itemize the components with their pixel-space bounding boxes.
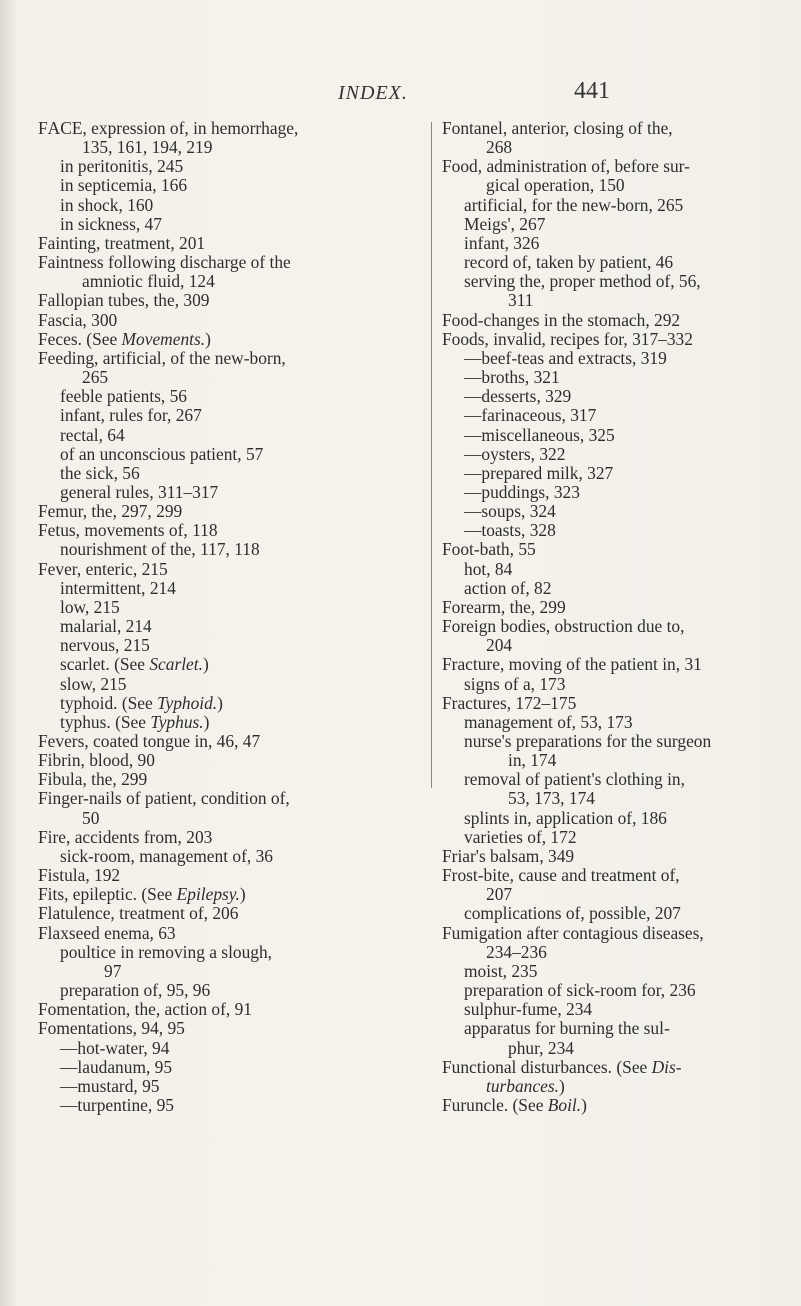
entry-text: complications of, possible, 207 (464, 903, 681, 924)
entry-text: action of, 82 (464, 577, 552, 598)
index-entry (38, 234, 424, 253)
entry-text: —soups, 324 (464, 501, 556, 522)
index-subentry (442, 426, 798, 445)
index-subentry (38, 675, 424, 694)
index-entry (38, 904, 424, 923)
index-entry (38, 119, 424, 157)
index-entry (38, 502, 424, 521)
entry-text: Fetus, movements of, 118 (38, 520, 218, 541)
entry-text: serving the, proper method of, 56, (464, 271, 701, 292)
index-subentry (38, 540, 424, 559)
index-subentry (442, 387, 798, 406)
column-divider (431, 122, 432, 788)
index-entry (442, 1058, 798, 1096)
entry-text: Forearm, the, 299 (442, 596, 566, 617)
entry-text: —hot-water, 94 (60, 1037, 170, 1058)
entry-text: Fits, epileptic. (See (38, 884, 177, 905)
entry-text-end: ) (217, 692, 223, 713)
entry-text: typhus. (See (60, 711, 151, 732)
index-subentry (442, 368, 798, 387)
index-entry (38, 924, 424, 943)
entry-text: Fever, enteric, 215 (38, 558, 168, 579)
index-subentry (38, 943, 424, 981)
entry-continuation: 53, 173, 174 (508, 788, 595, 809)
index-subentry (442, 196, 798, 215)
entry-italic-ref: turbances. (486, 1075, 559, 1096)
entry-text-end: ) (203, 711, 210, 732)
index-entry (442, 598, 798, 617)
entry-text: —farinaceous, 317 (464, 405, 597, 426)
entry-text: rectal, 64 (60, 424, 125, 445)
entry-text: Fracture, moving of the patient in, 31 (442, 654, 702, 675)
entry-text: splints in, application of, 186 (464, 807, 667, 828)
entry-text: , expression of, in hemorrhage, (82, 118, 299, 138)
page-number: 441 (574, 78, 610, 104)
entry-text: Fibrin, blood, 90 (38, 750, 155, 771)
entry-text-end: ) (558, 1075, 565, 1096)
index-entry (38, 311, 424, 330)
index-subentry (442, 962, 798, 981)
index-subentry (442, 828, 798, 847)
index-subentry (38, 579, 424, 598)
index-entry (38, 1019, 424, 1038)
index-subentry (38, 694, 424, 713)
index-entry (38, 521, 424, 540)
entry-continuation (464, 1077, 798, 1096)
index-subentry (442, 234, 798, 253)
index-subentry (38, 406, 424, 425)
entry-text: Femur, the, 297, 299 (38, 501, 183, 522)
entry-text: varieties of, 172 (464, 826, 577, 847)
entry-text: Foreign bodies, obstruction due to, (442, 616, 685, 637)
entry-text-end: ) (205, 328, 211, 349)
index-entry (38, 828, 424, 847)
index-entry (38, 330, 424, 349)
entry-text: poultice in removing a slough, (60, 941, 273, 962)
entry-text: infant, rules for, 267 (60, 405, 202, 426)
index-entry (38, 732, 424, 751)
entry-italic-ref: Dis- (651, 1056, 682, 1077)
entry-text: preparation of, 95, 96 (60, 980, 211, 1001)
index-subentry (442, 904, 798, 923)
entry-text: in shock, 160 (60, 194, 154, 215)
entry-text: —desserts, 329 (464, 386, 572, 407)
entry-text: in septicemia, 166 (60, 175, 188, 196)
entry-text: —mustard, 95 (60, 1075, 160, 1096)
entry-text: sick-room, management of, 36 (60, 845, 273, 866)
index-entry (38, 253, 424, 291)
entry-text: Fire, accidents from, 203 (38, 826, 213, 847)
index-subentry (38, 483, 424, 502)
entry-italic-ref: Epilepsy. (176, 884, 240, 905)
index-entry (442, 694, 798, 713)
entry-text: Foot-bath, 55 (442, 539, 536, 560)
index-entry (38, 885, 424, 904)
index-entry (442, 540, 798, 559)
index-subentry (442, 502, 798, 521)
entry-text: nervous, 215 (60, 635, 150, 656)
entry-text: Fumigation after contagious diseases, (442, 922, 704, 943)
entry-text: typhoid. (See (60, 692, 158, 713)
index-subentry (442, 809, 798, 828)
entry-text: —oysters, 322 (464, 443, 566, 464)
entry-text: intermittent, 214 (60, 577, 176, 598)
index-entry (442, 157, 798, 195)
index-subentry (38, 215, 424, 234)
entry-text: Functional disturbances. (See (442, 1056, 652, 1077)
index-column-left (38, 119, 424, 1115)
entry-text: Fomentations, 94, 95 (38, 1018, 185, 1039)
index-entry (38, 751, 424, 770)
entry-text: —laudanum, 95 (60, 1056, 173, 1077)
entry-text: Fomentation, the, action of, 91 (38, 999, 252, 1020)
entry-text: Fontanel, anterior, closing of the, (442, 118, 673, 138)
entry-italic-ref: Typhus. (150, 711, 204, 732)
entry-text: management of, 53, 173 (464, 711, 633, 732)
entry-text: of an unconscious patient, 57 (60, 443, 264, 464)
entry-text: Flatulence, treatment of, 206 (38, 903, 239, 924)
index-subentry (38, 1058, 424, 1077)
entry-text: Feeding, artificial, of the new-born, (38, 347, 286, 368)
entry-text: Fallopian tubes, the, 309 (38, 290, 210, 311)
entry-text: the sick, 56 (60, 462, 140, 483)
index-entry (38, 866, 424, 885)
index-subentry (38, 655, 424, 674)
index-subentry (38, 617, 424, 636)
index-entry (38, 770, 424, 789)
entry-text: —prepared milk, 327 (464, 462, 614, 483)
entry-text: Food, administration of, before sur- (442, 156, 690, 177)
entry-text: nourishment of the, 117, 118 (60, 539, 260, 560)
index-entry (442, 655, 798, 674)
entry-text: —toasts, 328 (464, 520, 556, 541)
index-subentry (442, 406, 798, 425)
index-column-right (442, 119, 798, 1115)
index-entry (442, 119, 798, 157)
entry-text: Foods, invalid, recipes for, 317–332 (442, 328, 693, 349)
entry-text: apparatus for burning the sul- (464, 1018, 670, 1039)
entry-text: Friar's balsam, 349 (442, 845, 575, 866)
entry-text: slow, 215 (60, 673, 127, 694)
index-subentry (442, 560, 798, 579)
entry-initial: F (38, 118, 48, 138)
entry-text: low, 215 (60, 596, 120, 617)
index-entry (442, 1096, 798, 1115)
index-subentry (38, 1096, 424, 1115)
index-subentry (442, 464, 798, 483)
entry-italic-ref: Scarlet. (149, 654, 203, 675)
page-edge-shadow (0, 0, 18, 1306)
entry-text: in peritonitis, 245 (60, 156, 184, 177)
entry-continuation: 50 (82, 807, 100, 828)
entry-continuation: 204 (486, 635, 513, 656)
entry-text: Fascia, 300 (38, 309, 118, 330)
entry-text-end: ) (581, 1094, 587, 1115)
index-subentry (38, 636, 424, 655)
running-title: INDEX. (338, 82, 408, 104)
page-header (0, 76, 801, 108)
entry-continuation: 97 (104, 960, 122, 981)
entry-text: hot, 84 (464, 558, 513, 579)
index-subentry (38, 713, 424, 732)
entry-continuation: phur, 234 (508, 1037, 574, 1058)
entry-text: general rules, 311–317 (60, 481, 219, 502)
index-entry (442, 847, 798, 866)
index-subentry (442, 521, 798, 540)
entry-text: in sickness, 47 (60, 213, 162, 234)
index-subentry (442, 445, 798, 464)
entry-text: Fistula, 192 (38, 865, 121, 886)
entry-text: artificial, for the new-born, 265 (464, 194, 684, 215)
index-subentry (442, 732, 798, 770)
entry-text: feeble patients, 56 (60, 386, 187, 407)
entry-text: preparation of sick-room for, 236 (464, 980, 696, 1001)
entry-text: —puddings, 323 (464, 481, 580, 502)
entry-continuation: 265 (82, 367, 109, 388)
index-subentry (442, 253, 798, 272)
entry-text: infant, 326 (464, 232, 540, 253)
index-entry (38, 291, 424, 310)
index-subentry (442, 215, 798, 234)
index-subentry (38, 426, 424, 445)
entry-continuation: 135, 161, 194, 219 (82, 137, 213, 158)
entry-text: Furuncle. (See (442, 1094, 548, 1115)
entry-text: Food-changes in the stomach, 292 (442, 309, 681, 330)
entry-text: signs of a, 173 (464, 673, 566, 694)
entry-continuation: amniotic fluid, 124 (82, 271, 215, 292)
index-subentry (38, 981, 424, 1000)
index-subentry (38, 598, 424, 617)
index-entry (38, 560, 424, 579)
entry-text: —beef-teas and extracts, 319 (464, 347, 667, 368)
entry-continuation: 268 (486, 137, 513, 158)
entry-text: —broths, 321 (464, 367, 560, 388)
index-subentry (442, 579, 798, 598)
entry-text: sulphur-fume, 234 (464, 999, 593, 1020)
entry-text: record of, taken by patient, 46 (464, 252, 674, 273)
index-subentry (442, 770, 798, 808)
index-subentry (442, 981, 798, 1000)
index-subentry (442, 675, 798, 694)
index-subentry (38, 1077, 424, 1096)
entry-text: Meigs', 267 (464, 213, 546, 234)
index-subentry (38, 196, 424, 215)
index-subentry (442, 272, 798, 310)
entry-continuation: gical operation, 150 (486, 175, 625, 196)
index-entry (442, 311, 798, 330)
index-entry (442, 866, 798, 904)
index-entry (442, 330, 798, 349)
index-subentry (38, 847, 424, 866)
index-subentry (38, 176, 424, 195)
entry-text: nurse's preparations for the surgeon (464, 731, 712, 751)
entry-continuation: 311 (508, 290, 534, 311)
entry-text: Fibula, the, 299 (38, 769, 148, 790)
index-entry (442, 617, 798, 655)
index-subentry (38, 1039, 424, 1058)
entry-text-end: ) (202, 654, 209, 675)
index-subentry (442, 1019, 798, 1057)
index-subentry (442, 713, 798, 732)
entry-text: —miscellaneous, 325 (464, 424, 615, 445)
entry-continuation: 207 (486, 884, 513, 905)
entry-italic-ref: Typhoid. (157, 692, 218, 713)
entry-text: Feces. (See (38, 328, 122, 349)
index-entry (38, 1000, 424, 1019)
entry-text: Fractures, 172–175 (442, 692, 577, 713)
entry-smallcaps: ACE (47, 118, 83, 138)
entry-text: Flaxseed enema, 63 (38, 922, 176, 943)
index-subentry (442, 349, 798, 368)
entry-text: Fainting, treatment, 201 (38, 232, 206, 253)
entry-text: scarlet. (See (60, 654, 150, 675)
entry-text: Faintness following discharge of the (38, 252, 291, 273)
index-subentry (38, 387, 424, 406)
entry-italic-ref: Movements. (121, 328, 206, 349)
index-entry (38, 349, 424, 387)
index-entry (38, 789, 424, 827)
entry-text: Fevers, coated tongue in, 46, 47 (38, 731, 261, 751)
index-subentry (38, 157, 424, 176)
entry-text: —turpentine, 95 (60, 1094, 174, 1115)
entry-text: malarial, 214 (60, 616, 152, 637)
index-subentry (442, 1000, 798, 1019)
entry-text: Finger-nails of patient, condition of, (38, 788, 290, 809)
entry-text: removal of patient's clothing in, (464, 769, 685, 790)
entry-text-end: ) (239, 884, 246, 905)
entry-continuation: 234–236 (486, 941, 547, 962)
entry-text: Frost-bite, cause and treatment of, (442, 865, 680, 886)
entry-continuation: in, 174 (508, 750, 557, 771)
index-subentry (442, 483, 798, 502)
index-entry (442, 924, 798, 962)
index-subentry (38, 445, 424, 464)
index-subentry (38, 464, 424, 483)
entry-italic-ref: Boil. (547, 1094, 582, 1115)
entry-text: moist, 235 (464, 960, 538, 981)
